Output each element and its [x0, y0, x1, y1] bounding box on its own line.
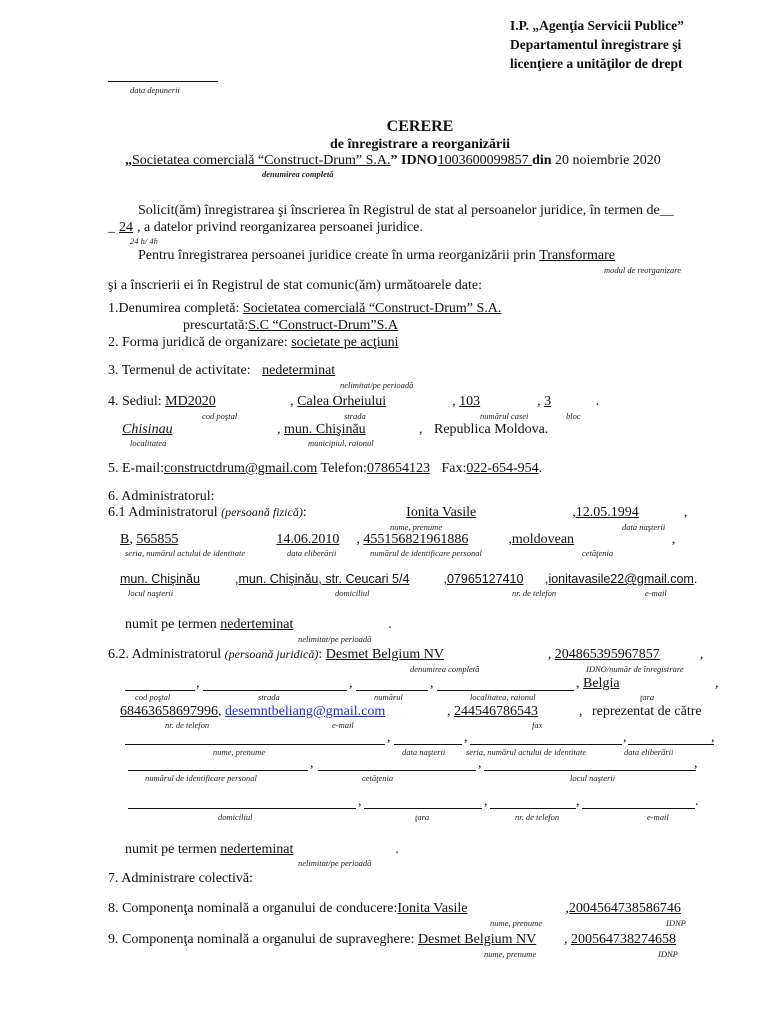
fax-label: Fax:	[441, 461, 467, 476]
item-9-label: 9. Componenţa nominală a organului de supraveghere:	[108, 932, 415, 947]
header-line-3: licenţiere a unităţilor de drept	[510, 56, 683, 71]
legal-country-wrap: , Belgia ,	[576, 676, 719, 691]
rep-phone-line	[490, 808, 576, 809]
cap-legal-fax: fax	[532, 720, 543, 730]
legal-postal-line	[125, 690, 195, 691]
date-line	[108, 81, 218, 82]
legal-admin-idno: 204865395967857	[554, 647, 660, 662]
legal-fax: 244546786543	[454, 704, 538, 719]
item-2-label: 2. Forma juridică de organizare:	[108, 335, 288, 350]
cap-legal-postal: cod poştal	[135, 692, 171, 702]
cap-legal-email: e-mail	[332, 720, 354, 730]
date-caption: data depunerii	[130, 85, 180, 95]
id-number: 565855	[136, 532, 179, 547]
header-line-2: Departamentul înregistrare şi	[510, 37, 682, 52]
locality: Chisinau	[122, 422, 173, 437]
legal-street-line	[203, 690, 347, 691]
email-label: 5. E-mail:	[108, 461, 164, 476]
cap-rep-domicile: domiciliul	[218, 812, 253, 822]
legal-form-value: societate pe acţiuni	[291, 335, 399, 350]
admin-term-value: nederteminat	[220, 617, 294, 632]
cap-idnp: numărul de identificare personal	[370, 548, 482, 558]
item-3	[108, 363, 335, 379]
rep-birthplace-line	[484, 770, 696, 771]
block: 3	[544, 394, 552, 409]
item-8: 8. Componenţa nominală a organului de conducere:Ionita Vasile ,2004564738586746	[108, 901, 681, 916]
comma-1: ,	[196, 676, 200, 691]
title-idno: 1003600099857	[437, 153, 533, 168]
comma-3: ,	[430, 676, 434, 691]
phone-label: Telefon:	[320, 461, 367, 476]
cap-municipality: municipiul, raionul	[308, 438, 374, 448]
cap-rep-id: seria, numărul actului de identitate	[466, 747, 587, 757]
supervisor-idnp: 200564738274658	[571, 932, 676, 947]
house-number: 103	[459, 394, 481, 409]
cap-rep-name: nume, prenume	[213, 747, 266, 757]
title-date: 20 noiembrie 2020	[555, 153, 661, 168]
intro-paragraph-1: Solicit(ăm) înregistrarea şi înscrierea în Registrul de stat al persoanelor juridice, în termen de__	[138, 203, 674, 218]
cap-rep-issue: data eliberării	[624, 747, 674, 757]
intro-rest: , a datelor privind reorganizarea persoanei juridice.	[137, 220, 423, 235]
cap-legal-phone: nr. de telefon	[165, 720, 210, 730]
header-block	[510, 16, 684, 73]
cap-rep-email: e-mail	[647, 812, 669, 822]
title-caption: denumirea completă	[262, 169, 334, 179]
comma-13: ,	[576, 794, 580, 809]
admin-legal-label: 6.2. Administratorul	[108, 647, 222, 662]
admin-legal-type: (persoană juridică)	[224, 647, 319, 661]
issue-date: 14.06.2010	[276, 532, 340, 547]
item-2	[108, 335, 399, 351]
comma-4: ,	[387, 730, 391, 745]
cap-locality: localitatea	[130, 438, 167, 448]
country: Republica Moldova.	[434, 422, 549, 437]
item-9: 9. Componenţa nominală a organului de supraveghere: Desmet Belgium NV , 200564738274658	[108, 932, 676, 947]
admin-term-line: numit pe termen nederteminat .	[125, 617, 392, 632]
intro-paragraph-1b	[108, 220, 423, 236]
citizenship: moldovean	[511, 532, 575, 547]
cap-legal-street: strada	[258, 692, 280, 702]
board-member-name: Ionita Vasile	[397, 901, 468, 916]
intro-p2-text: Pentru înregistrarea persoanei juridice create în urma reorganizării prin	[138, 248, 536, 263]
rep-domicile-line	[128, 808, 356, 809]
item-4: 4. Sediul: MD2020 , Calea Orheiului , 103 , 3 .	[108, 394, 600, 409]
item-5: 5. E-mail:constructdrum@gmail.com Telefon:078654123 Fax:022-654-954.	[108, 461, 543, 476]
represented-by: reprezentat de către	[592, 704, 702, 719]
legal-term-value: nederteminat	[220, 842, 294, 857]
legal-locality-line	[437, 690, 574, 691]
header-line-1: I.P. „Agenţia Servicii Publice”	[510, 18, 684, 33]
legal-email-link[interactable]: desemntbeliang@gmail.com	[225, 704, 386, 719]
cap-supervisor-name: nume, prenume	[484, 949, 537, 959]
municipality: mun. Chişinău	[284, 422, 366, 437]
legal-contact-line: 68463658697996, desemntbeliang@gmail.com , 244546786543 , reprezentat de către	[120, 704, 702, 719]
comma-5: ,	[464, 730, 468, 745]
legal-phone: 68463658697996	[120, 704, 218, 719]
cap-legal-term: nelimitat/pe perioadă	[298, 858, 372, 868]
item-6-2: 6.2. Administratorul (persoană juridică): Desmet Belgium NV , 204865395967857 ,	[108, 647, 704, 662]
rep-citizenship-line	[318, 770, 476, 771]
activity-term-value: nedeterminat	[262, 363, 336, 378]
legal-admin-name: Desmet Belgium NV	[325, 647, 444, 662]
item-1-label: 1.Denumirea completă:	[108, 301, 240, 316]
birthplace: mun. Chişinău	[120, 572, 200, 586]
comma-8: ,	[310, 756, 314, 771]
cap-citizenship: cetăţenia	[582, 548, 614, 558]
cap-legal-country: ţara	[640, 692, 655, 702]
cap-legal-number: numărul	[374, 692, 403, 702]
postal-code: MD2020	[165, 394, 216, 409]
term-value: 24	[119, 220, 133, 235]
admin-email: ionitavasile22@gmail.com	[548, 572, 694, 586]
cap-domicile: domiciliul	[335, 588, 370, 598]
mode-caption: modul de reorganizare	[604, 265, 681, 275]
admin-phys-type: (persoană fizică)	[221, 505, 303, 519]
cap-rep-idnp: numărul de identificare personal	[145, 773, 257, 783]
admin-name: Ionita Vasile	[406, 505, 477, 520]
item-6-label: 6. Administratorul:	[108, 489, 215, 504]
comma-11: ,	[358, 794, 362, 809]
legal-term-line: numit pe termen nederteminat .	[125, 842, 399, 857]
item-8-label: 8. Componenţa nominală a organului de conducere:	[108, 901, 398, 916]
cap-id-series: seria, numărul actului de identitate	[125, 548, 246, 558]
cap-admin-birthdate: data naşterii	[622, 522, 666, 532]
board-member-idnp: 2004564738586746	[568, 901, 681, 916]
short-name-label: prescurtată:	[183, 318, 249, 333]
cap-legal-idno: IDNO/număr de înregistrare	[586, 664, 684, 674]
admin-phys-label: 6.1 Administratorul	[108, 505, 218, 520]
cap-issue-date: data eliberării	[287, 548, 337, 558]
cap-phone: nr. de telefon	[512, 588, 557, 598]
cap-email: e-mail	[645, 588, 667, 598]
admin-term-label: numit pe termen	[125, 617, 217, 632]
comma-7: ,	[711, 730, 715, 745]
item-7-label: 7. Administrare colectivă:	[108, 871, 254, 886]
title-company: Societatea comercială “Construct-Drum” S.A.	[132, 153, 391, 168]
item-3-label: 3. Termenul de activitate:	[108, 363, 251, 378]
cap-supervisor-idnp: IDNP	[658, 949, 678, 959]
rep-email-line	[582, 808, 695, 809]
admin-birthdate: 12.05.1994	[575, 505, 639, 520]
comma-6: ,	[623, 730, 627, 745]
supervisor-name: Desmet Belgium NV	[418, 932, 537, 947]
admin-phone: 07965127410	[446, 572, 524, 586]
term-caption: 24 h/ 4h	[130, 236, 158, 246]
cap-house: numărul casei	[480, 411, 529, 421]
rep-birthdate-line	[394, 744, 462, 745]
comma-10: ,	[694, 756, 698, 771]
admin-contact-line: mun. Chişinău ,mun. Chişinău, str. Ceucari 5/4 ,07965127410 ,ionitavasile22@gmail.com.	[120, 572, 698, 586]
item-1	[108, 301, 501, 317]
legal-term-label: numit pe termen	[125, 842, 217, 857]
cap-street: strada	[344, 411, 366, 421]
item-3-caption: nelimitat/pe perioadă	[340, 380, 414, 390]
doc-subtitle: de înregistrare a reorganizării	[329, 137, 510, 152]
rep-id-line	[470, 744, 622, 745]
comma-2: ,	[349, 676, 353, 691]
comma-9: ,	[478, 756, 482, 771]
reorg-mode: Transformare	[539, 248, 615, 263]
cap-rep-phone: nr. de telefon	[515, 812, 560, 822]
cap-block: bloc	[566, 411, 581, 421]
close-quote: ”	[390, 153, 398, 168]
term-blank: _	[108, 220, 115, 235]
cap-rep-birthdate: data naşterii	[402, 747, 446, 757]
item-1-short	[183, 318, 398, 334]
short-name-value: S.C “Construct-Drum”S.A	[248, 318, 399, 333]
full-name-value: Societatea comercială “Construct-Drum” S.A.	[242, 301, 502, 316]
admin-address: mun. Chişinău, str. Ceucari 5/4	[238, 572, 410, 586]
period-1: .	[695, 794, 699, 809]
comma-12: ,	[484, 794, 488, 809]
doc-title: CERERE	[386, 118, 454, 135]
item-6-1: 6.1 Administratorul (persoană fizică): Ionita Vasile ,12.05.1994 ,	[108, 505, 688, 520]
intro-paragraph-3: şi a înscrierii ei în Registrul de stat comunic(ăm) următoarele date:	[108, 278, 482, 293]
id-series: B	[120, 532, 130, 547]
street: Calea Orheiului	[297, 394, 387, 409]
admin-id-line: B, 565855 14.06.2010 , 455156821961886 ,moldovean ,	[120, 532, 676, 547]
cap-admin-name: nume, prenume	[390, 522, 443, 532]
intro-paragraph-2	[138, 248, 669, 264]
din-label: din	[532, 153, 552, 168]
company-email: constructdrum@gmail.com	[164, 461, 318, 476]
cap-rep-birthplace: locul naşterii	[570, 773, 616, 783]
rep-idnp-line	[128, 770, 308, 771]
legal-country: Belgia	[583, 676, 620, 691]
cap-legal-name: denumirea completă	[410, 664, 480, 674]
idno-label: IDNO	[401, 153, 438, 168]
cap-birthplace: locul naşterii	[128, 588, 174, 598]
admin-idnp: 455156821961886	[363, 532, 469, 547]
title-company-line	[125, 153, 661, 169]
legal-number-line	[356, 690, 428, 691]
company-phone: 078654123	[366, 461, 430, 476]
cap-legal-locality: localitatea, raionul	[470, 692, 536, 702]
item-4-label: 4. Sediul:	[108, 394, 162, 409]
rep-name-line	[125, 744, 385, 745]
item-4-line2: Chisinau , mun. Chişinău , Republica Moldova.	[122, 422, 549, 437]
cap-admin-term: nelimitat/pe perioadă	[298, 634, 372, 644]
open-quote: „	[125, 153, 132, 168]
rep-country-line	[364, 808, 482, 809]
company-fax: 022-654-954	[466, 461, 539, 476]
rep-issue-line	[628, 744, 714, 745]
cap-rep-country: ţara	[415, 812, 430, 822]
cap-postal: cod poştal	[202, 411, 238, 421]
cap-board-idnp: IDNP	[666, 918, 686, 928]
cap-rep-citizenship: cetăţenia	[362, 773, 394, 783]
cap-board-name: nume, prenume	[490, 918, 543, 928]
